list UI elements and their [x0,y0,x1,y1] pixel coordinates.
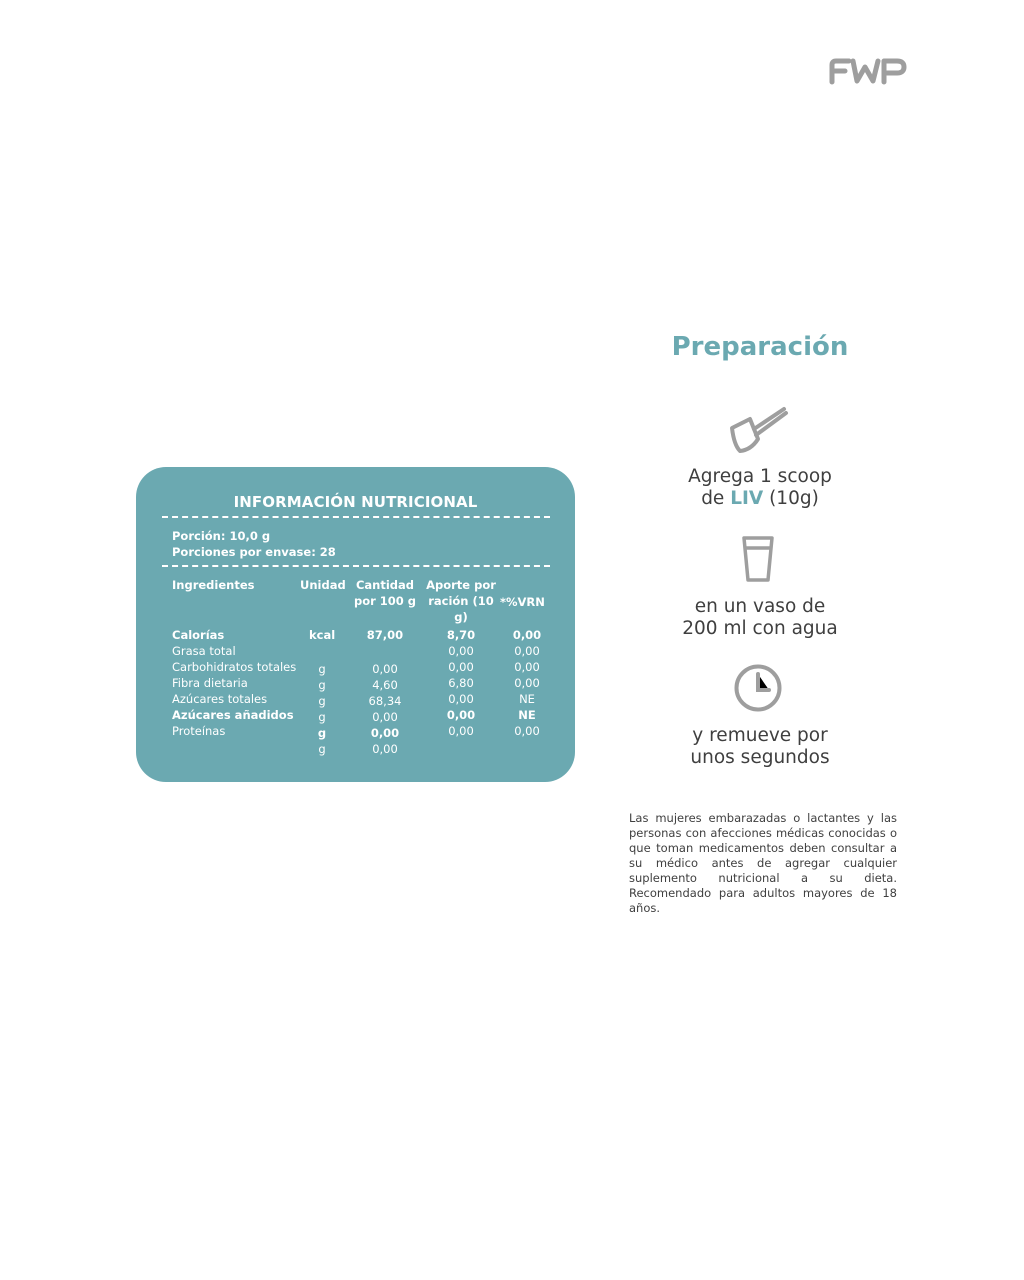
row-per100: 0,00 [370,726,400,740]
portion-info [172,528,336,560]
row-name: Proteínas [172,724,226,738]
disclaimer-text: Las mujeres embarazadas o lactantes y las personas con afecciones médicas conocidas o que toman medicamentos deben consultar a su médico antes de agregar cualquier suplemento nutricional a su dieta. Recomendado para adultos mayores de 18 años. [629,811,897,915]
row-per100: 0,00 [372,662,398,676]
row-name: Calorías [172,628,225,642]
step-1-line2 [650,488,870,510]
step-1-pre: de [701,488,731,509]
step-2-text [650,596,870,640]
row-per-serving: 0,00 [448,692,474,706]
step-2-line1: en un vaso de [694,596,826,617]
row-unit: g [317,726,327,740]
row-per100: 0,00 [372,710,398,724]
step-3-line2: unos segundos [690,747,830,768]
header-vrn: *%VRN [500,595,545,609]
row-vrn: 0,00 [514,676,540,690]
header-serving-line1: Aporte por [426,578,496,592]
row-per-serving: 6,80 [448,676,474,690]
row-per-serving: 0,00 [446,708,476,722]
row-unit: g [318,694,326,708]
step-2-line2: 200 ml con agua [682,618,838,639]
scoop-icon [728,403,790,455]
servings-per-container: Porciones por envase: 28 [172,545,336,559]
glass-icon [741,535,775,583]
divider [162,516,550,518]
row-per-serving: 0,00 [448,644,474,658]
row-unit: kcal [309,628,336,642]
row-per-serving: 0,00 [448,724,474,738]
product-name: LIV [730,488,764,509]
preparation-title: Preparación [671,332,849,362]
row-vrn: 0,00 [514,660,540,674]
row-per100: 0,00 [372,742,398,756]
header-serving [420,577,502,625]
header-amount-line2: por 100 g [353,594,417,608]
row-vrn: NE [518,708,536,722]
row-name: Azúcares añadidos [172,708,294,722]
row-per-serving: 0,00 [448,660,474,674]
fwp-logo [829,56,907,86]
row-name: Carbohidratos totales [172,660,297,674]
header-amount-line1: Cantidad [355,578,415,592]
nutrition-title: INFORMACIÓN NUTRICIONAL [233,493,478,511]
step-3-text [650,725,870,769]
row-vrn: NE [519,692,535,706]
header-unit: Unidad [300,578,346,592]
row-per100: 4,60 [372,678,398,692]
step-1-text [650,466,870,510]
row-name: Grasa total [172,644,236,658]
row-vrn: 0,00 [514,644,540,658]
row-per-serving: 8,70 [446,628,476,642]
row-vrn: 0,00 [512,628,542,642]
step-1-line1: Agrega 1 scoop [688,466,832,487]
header-amount [352,577,418,609]
portion-size: Porción: 10,0 g [172,529,271,543]
header-ingredients: Ingredientes [172,578,255,592]
row-unit: g [318,678,326,692]
row-per100: 68,34 [368,694,402,708]
row-per100: 87,00 [366,628,404,642]
row-name: Fibra dietaria [172,676,248,690]
header-serving-line2: ración (10 g) [428,594,494,624]
step-1-post: (10g) [763,488,819,509]
divider [162,565,550,567]
step-3-line1: y remueve por [692,725,828,746]
row-vrn: 0,00 [514,724,540,738]
clock-icon [733,663,783,713]
nutrition-card [136,467,575,782]
row-unit: g [318,710,326,724]
row-unit: g [318,742,326,756]
row-name: Azúcares totales [172,692,268,706]
row-unit: g [318,662,326,676]
